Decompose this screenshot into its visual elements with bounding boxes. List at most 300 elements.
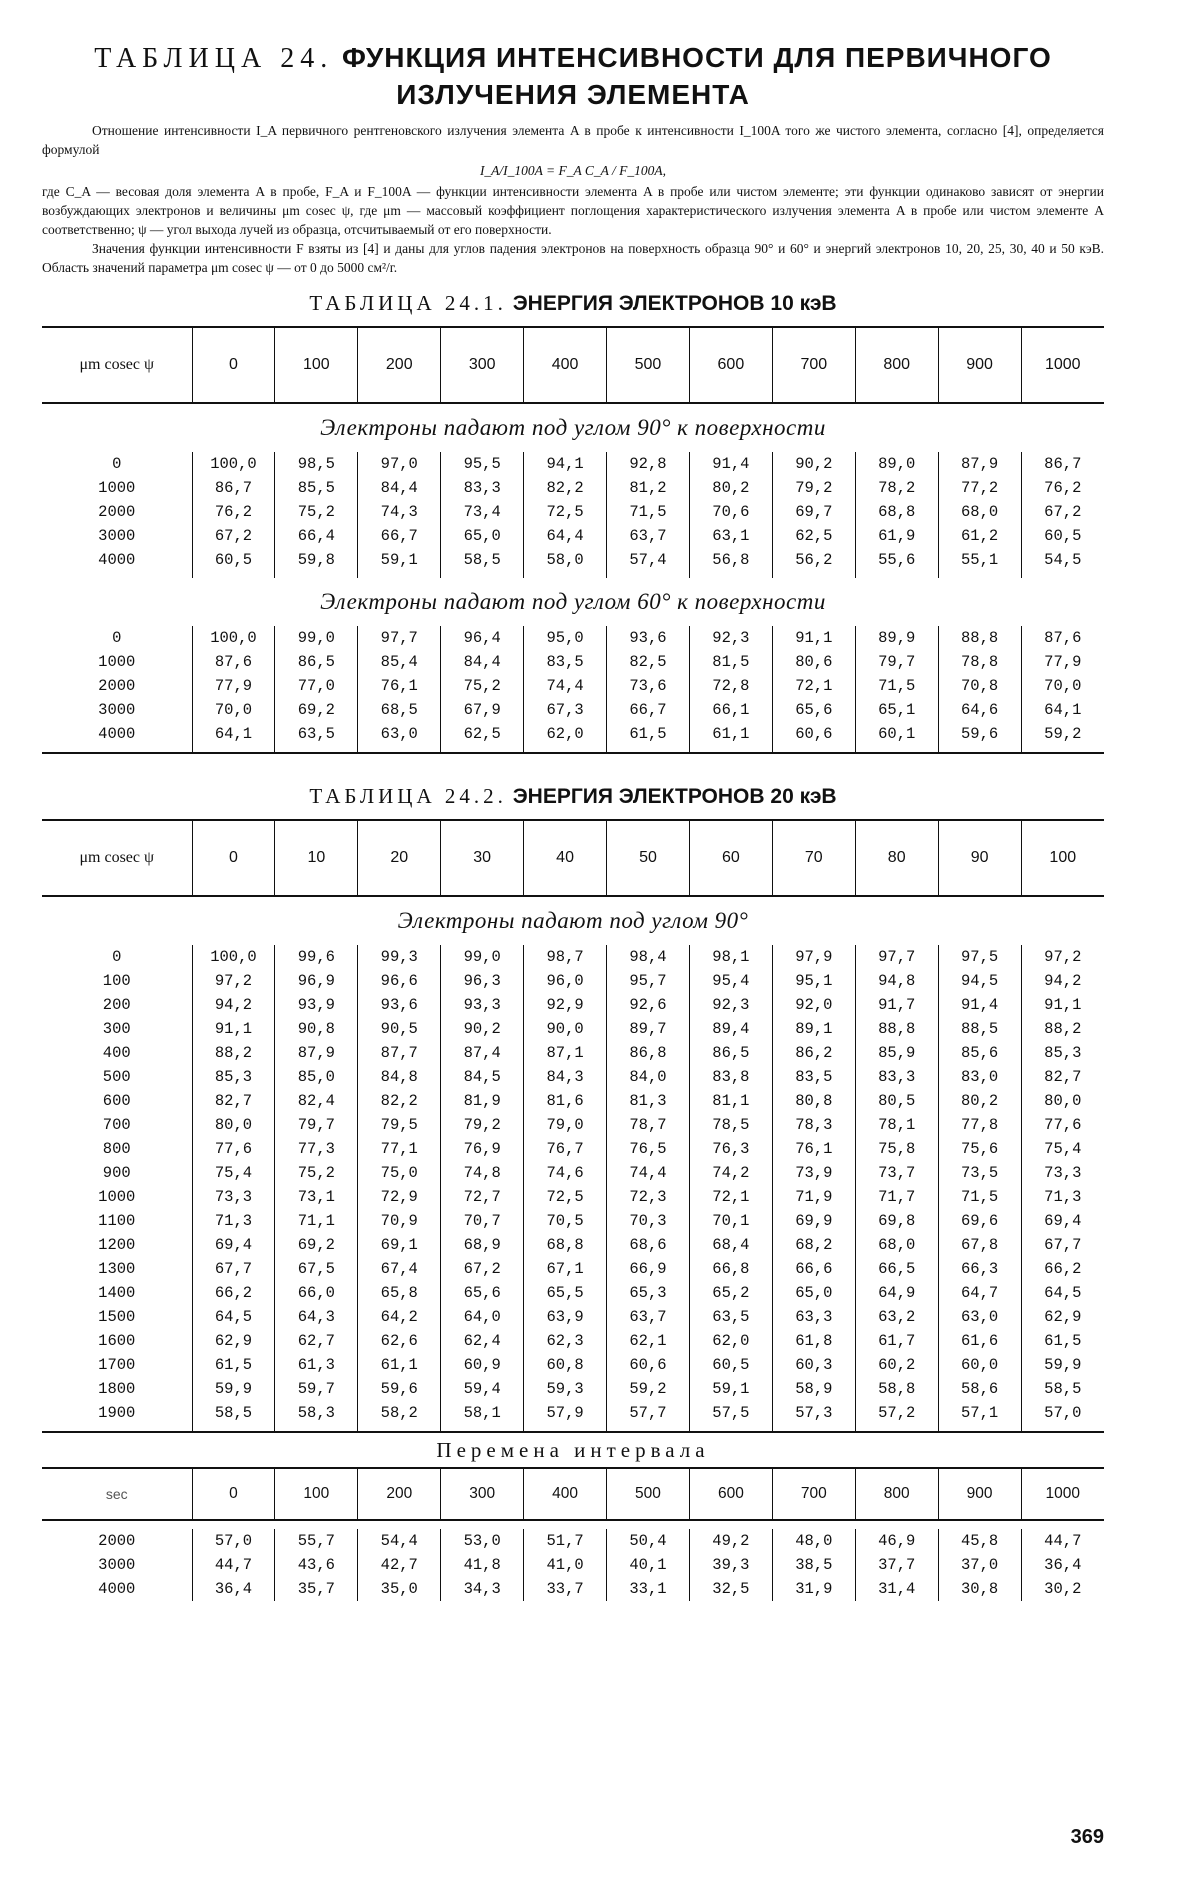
value-cell: 69,1 xyxy=(358,1233,441,1257)
value-cell: 78,8 xyxy=(938,650,1021,674)
table-row xyxy=(42,993,1104,1017)
main-title xyxy=(42,40,1104,113)
value-cell: 37,7 xyxy=(855,1553,938,1577)
table-row xyxy=(42,1353,1104,1377)
value-cell: 63,9 xyxy=(524,1305,607,1329)
value-cell: 62,5 xyxy=(772,524,855,548)
value-cell: 59,3 xyxy=(524,1377,607,1401)
value-cell: 100,0 xyxy=(192,945,275,969)
row-param-cell: 100 xyxy=(102,972,131,990)
table-row xyxy=(42,1233,1104,1257)
row-param-cell: 0 xyxy=(112,629,122,647)
value-cell: 63,0 xyxy=(358,722,441,753)
value-cell: 61,7 xyxy=(855,1329,938,1353)
value-cell: 57,9 xyxy=(524,1401,607,1432)
row-param-cell: 3000 xyxy=(98,527,136,545)
page xyxy=(42,40,1104,1601)
value-cell: 85,3 xyxy=(1021,1041,1104,1065)
value-cell: 74,6 xyxy=(524,1161,607,1185)
value-cell: 33,1 xyxy=(607,1577,690,1601)
table2-param-header: μm cosec ψ xyxy=(42,820,192,896)
change-col-header: 500 xyxy=(607,1468,690,1520)
intro-text xyxy=(42,121,1104,277)
change-col-header: 600 xyxy=(689,1468,772,1520)
value-cell: 61,1 xyxy=(358,1353,441,1377)
value-cell: 80,0 xyxy=(192,1113,275,1137)
value-cell: 64,5 xyxy=(192,1305,275,1329)
value-cell: 68,8 xyxy=(855,500,938,524)
table2-col-header: 80 xyxy=(855,820,938,896)
table1-col-header: 700 xyxy=(772,327,855,403)
table1-col-header: 900 xyxy=(938,327,1021,403)
value-cell: 67,1 xyxy=(524,1257,607,1281)
value-cell: 80,6 xyxy=(772,650,855,674)
value-cell: 81,5 xyxy=(689,650,772,674)
value-cell: 57,7 xyxy=(607,1401,690,1432)
value-cell: 68,6 xyxy=(607,1233,690,1257)
value-cell: 76,5 xyxy=(607,1137,690,1161)
value-cell: 98,1 xyxy=(689,945,772,969)
change-col-header: 400 xyxy=(524,1468,607,1520)
value-cell: 82,5 xyxy=(607,650,690,674)
value-cell: 61,1 xyxy=(689,722,772,753)
value-cell: 76,2 xyxy=(192,500,275,524)
value-cell: 41,8 xyxy=(441,1553,524,1577)
value-cell: 75,4 xyxy=(1021,1137,1104,1161)
table-row xyxy=(42,548,1104,578)
change-col-header: 300 xyxy=(441,1468,524,1520)
row-param-cell: 1600 xyxy=(98,1332,136,1350)
value-cell: 72,1 xyxy=(772,674,855,698)
value-cell: 62,5 xyxy=(441,722,524,753)
value-cell: 95,4 xyxy=(689,969,772,993)
value-cell: 60,2 xyxy=(855,1353,938,1377)
value-cell: 91,4 xyxy=(689,452,772,476)
value-cell: 61,9 xyxy=(855,524,938,548)
value-cell: 55,7 xyxy=(275,1529,358,1553)
value-cell: 65,1 xyxy=(855,698,938,722)
value-cell: 62,9 xyxy=(1021,1305,1104,1329)
value-cell: 58,6 xyxy=(938,1377,1021,1401)
value-cell: 88,5 xyxy=(938,1017,1021,1041)
value-cell: 81,9 xyxy=(441,1089,524,1113)
table-row xyxy=(42,1113,1104,1137)
value-cell: 82,7 xyxy=(1021,1065,1104,1089)
value-cell: 100,0 xyxy=(192,626,275,650)
value-cell: 99,0 xyxy=(441,945,524,969)
value-cell: 97,5 xyxy=(938,945,1021,969)
change-col-header: 800 xyxy=(855,1468,938,1520)
value-cell: 66,2 xyxy=(192,1281,275,1305)
table2-col-header: 70 xyxy=(772,820,855,896)
value-cell: 87,9 xyxy=(275,1041,358,1065)
value-cell: 83,5 xyxy=(524,650,607,674)
value-cell: 62,7 xyxy=(275,1329,358,1353)
row-param-cell: 700 xyxy=(102,1116,131,1134)
value-cell: 59,8 xyxy=(275,548,358,578)
value-cell: 97,7 xyxy=(358,626,441,650)
value-cell: 98,5 xyxy=(275,452,358,476)
value-cell: 86,2 xyxy=(772,1041,855,1065)
value-cell: 60,5 xyxy=(1021,524,1104,548)
value-cell: 57,4 xyxy=(607,548,690,578)
table2-header-row xyxy=(42,820,1104,896)
value-cell: 32,5 xyxy=(689,1577,772,1601)
value-cell: 31,4 xyxy=(855,1577,938,1601)
value-cell: 72,5 xyxy=(524,1185,607,1209)
value-cell: 63,7 xyxy=(607,524,690,548)
value-cell: 59,2 xyxy=(607,1377,690,1401)
value-cell: 67,7 xyxy=(1021,1233,1104,1257)
interval-change-label: Перемена интервала xyxy=(42,1432,1104,1468)
value-cell: 89,0 xyxy=(855,452,938,476)
value-cell: 62,3 xyxy=(524,1329,607,1353)
value-cell: 60,3 xyxy=(772,1353,855,1377)
value-cell: 58,8 xyxy=(855,1377,938,1401)
value-cell: 68,0 xyxy=(938,500,1021,524)
value-cell: 44,7 xyxy=(192,1553,275,1577)
row-param-cell: 400 xyxy=(102,1044,131,1062)
value-cell: 67,7 xyxy=(192,1257,275,1281)
value-cell: 83,3 xyxy=(441,476,524,500)
value-cell: 88,8 xyxy=(855,1017,938,1041)
table2-section xyxy=(42,896,1104,945)
value-cell: 81,6 xyxy=(524,1089,607,1113)
row-param-cell: 600 xyxy=(102,1092,131,1110)
table-row xyxy=(42,524,1104,548)
value-cell: 62,9 xyxy=(192,1329,275,1353)
table2-col-header: 10 xyxy=(275,820,358,896)
table2-col-header: 0 xyxy=(192,820,275,896)
spacer-row xyxy=(42,1520,1104,1529)
table-row xyxy=(42,969,1104,993)
row-param-cell: 3000 xyxy=(98,701,136,719)
value-cell: 63,1 xyxy=(689,524,772,548)
value-cell: 64,6 xyxy=(938,698,1021,722)
value-cell: 68,2 xyxy=(772,1233,855,1257)
value-cell: 74,2 xyxy=(689,1161,772,1185)
row-param-cell: 4000 xyxy=(98,1580,136,1598)
table1-col-header: 100 xyxy=(275,327,358,403)
value-cell: 93,9 xyxy=(275,993,358,1017)
value-cell: 57,5 xyxy=(689,1401,772,1432)
table2-col-header: 90 xyxy=(938,820,1021,896)
value-cell: 64,5 xyxy=(1021,1281,1104,1305)
value-cell: 64,9 xyxy=(855,1281,938,1305)
value-cell: 58,3 xyxy=(275,1401,358,1432)
value-cell: 58,9 xyxy=(772,1377,855,1401)
value-cell: 70,7 xyxy=(441,1209,524,1233)
value-cell: 92,8 xyxy=(607,452,690,476)
value-cell: 68,8 xyxy=(524,1233,607,1257)
row-param-cell: 4000 xyxy=(42,722,192,753)
value-cell: 89,1 xyxy=(772,1017,855,1041)
change-col-header: 200 xyxy=(358,1468,441,1520)
intro-paragraph-1: Отношение интенсивности I_A первичного рентгеновского излучения элемента A в пробе к интенсивности I_100A того же чистого элемента, согласно [4], определяется формулой xyxy=(42,123,1104,157)
table-row xyxy=(42,945,1104,969)
value-cell: 90,2 xyxy=(441,1017,524,1041)
value-cell: 87,9 xyxy=(938,452,1021,476)
value-cell: 77,0 xyxy=(275,674,358,698)
value-cell: 63,2 xyxy=(855,1305,938,1329)
row-param-cell: 300 xyxy=(102,1020,131,1038)
value-cell: 90,2 xyxy=(772,452,855,476)
value-cell: 92,9 xyxy=(524,993,607,1017)
intro-paragraph-3: Значения функции интенсивности F взяты из [4] и даны для углов падения электронов на поверхность образца 90° и 60° и энергий электронов 10, 20, 25, 30, 40 и 50 кэВ. Область значений параметра μm cosec ψ — от 0 до 5000 см²/г. xyxy=(42,241,1104,275)
value-cell: 76,2 xyxy=(1021,476,1104,500)
value-cell: 86,8 xyxy=(607,1041,690,1065)
value-cell: 45,8 xyxy=(938,1529,1021,1553)
value-cell: 97,2 xyxy=(192,969,275,993)
value-cell: 82,2 xyxy=(358,1089,441,1113)
value-cell: 95,7 xyxy=(607,969,690,993)
value-cell: 78,2 xyxy=(855,476,938,500)
value-cell: 37,0 xyxy=(938,1553,1021,1577)
row-param-cell: 0 xyxy=(112,948,122,966)
value-cell: 82,4 xyxy=(275,1089,358,1113)
value-cell: 89,9 xyxy=(855,626,938,650)
value-cell: 82,7 xyxy=(192,1089,275,1113)
value-cell: 87,1 xyxy=(524,1041,607,1065)
value-cell: 76,9 xyxy=(441,1137,524,1161)
table2-col-header: 30 xyxy=(441,820,524,896)
value-cell: 55,1 xyxy=(938,548,1021,578)
value-cell: 60,1 xyxy=(855,722,938,753)
value-cell: 72,8 xyxy=(689,674,772,698)
value-cell: 78,7 xyxy=(607,1113,690,1137)
value-cell: 76,1 xyxy=(358,674,441,698)
value-cell: 77,6 xyxy=(1021,1113,1104,1137)
value-cell: 59,2 xyxy=(1021,722,1104,753)
value-cell: 79,5 xyxy=(358,1113,441,1137)
value-cell: 69,2 xyxy=(275,1233,358,1257)
value-cell: 61,5 xyxy=(607,722,690,753)
value-cell: 58,2 xyxy=(358,1401,441,1432)
value-cell: 70,5 xyxy=(524,1209,607,1233)
table-row xyxy=(42,1137,1104,1161)
value-cell: 79,2 xyxy=(441,1113,524,1137)
value-cell: 78,3 xyxy=(772,1113,855,1137)
value-cell: 43,6 xyxy=(275,1553,358,1577)
row-param-cell: 1400 xyxy=(98,1284,136,1302)
table-row xyxy=(42,1185,1104,1209)
value-cell: 58,5 xyxy=(192,1401,275,1432)
value-cell: 31,9 xyxy=(772,1577,855,1601)
value-cell: 88,8 xyxy=(938,626,1021,650)
value-cell: 76,1 xyxy=(772,1137,855,1161)
value-cell: 71,5 xyxy=(938,1185,1021,1209)
value-cell: 69,4 xyxy=(192,1233,275,1257)
value-cell: 75,6 xyxy=(938,1137,1021,1161)
table1-title xyxy=(42,291,1104,316)
value-cell: 71,3 xyxy=(1021,1185,1104,1209)
value-cell: 85,4 xyxy=(358,650,441,674)
table1-col-header: 200 xyxy=(358,327,441,403)
value-cell: 54,5 xyxy=(1021,548,1104,578)
table1-col-header: 400 xyxy=(524,327,607,403)
value-cell: 86,7 xyxy=(192,476,275,500)
value-cell: 69,2 xyxy=(275,698,358,722)
value-cell: 75,2 xyxy=(275,500,358,524)
value-cell: 80,8 xyxy=(772,1089,855,1113)
value-cell: 70,6 xyxy=(689,500,772,524)
value-cell: 69,9 xyxy=(772,1209,855,1233)
value-cell: 57,2 xyxy=(855,1401,938,1432)
value-cell: 57,0 xyxy=(192,1529,275,1553)
value-cell: 83,8 xyxy=(689,1065,772,1089)
value-cell: 59,6 xyxy=(358,1377,441,1401)
row-param-cell: 3000 xyxy=(98,1556,136,1574)
value-cell: 93,3 xyxy=(441,993,524,1017)
table-row xyxy=(42,1065,1104,1089)
table1-section-2 xyxy=(42,578,1104,626)
value-cell: 76,7 xyxy=(524,1137,607,1161)
table1-section-1 xyxy=(42,403,1104,452)
page-number: 369 xyxy=(1070,1826,1104,1848)
row-param-cell: 2000 xyxy=(98,677,136,695)
value-cell: 79,2 xyxy=(772,476,855,500)
value-cell: 49,2 xyxy=(689,1529,772,1553)
value-cell: 60,8 xyxy=(524,1353,607,1377)
table1-col-header: 0 xyxy=(192,327,275,403)
value-cell: 75,4 xyxy=(192,1161,275,1185)
row-param-cell: 1700 xyxy=(98,1356,136,1374)
value-cell: 71,9 xyxy=(772,1185,855,1209)
value-cell: 80,0 xyxy=(1021,1089,1104,1113)
value-cell: 95,5 xyxy=(441,452,524,476)
table-row xyxy=(42,1577,1104,1601)
value-cell: 92,3 xyxy=(689,626,772,650)
value-cell: 61,8 xyxy=(772,1329,855,1353)
value-cell: 42,7 xyxy=(358,1553,441,1577)
value-cell: 91,4 xyxy=(938,993,1021,1017)
value-cell: 73,3 xyxy=(192,1185,275,1209)
value-cell: 62,4 xyxy=(441,1329,524,1353)
value-cell: 94,1 xyxy=(524,452,607,476)
value-cell: 39,3 xyxy=(689,1553,772,1577)
value-cell: 61,6 xyxy=(938,1329,1021,1353)
value-cell: 62,0 xyxy=(524,722,607,753)
spacer-cell xyxy=(42,1520,1104,1529)
table-row xyxy=(42,1377,1104,1401)
intro-paragraph-2: где C_A — весовая доля элемента A в пробе, F_A и F_100A — функции интенсивности элемента A в пробе или чистом элементе; эти функции одинаково зависят от энергии возбуждающих электронов и величины μm cosec ψ, где μm — массовый коэффициент поглощения характеристического излучения элемента A в пробе или чистом элементе A соответственно; ψ — угол выхода лучей из образца, отсчитываемый от его поверхности. xyxy=(42,184,1104,237)
row-param-cell: 1000 xyxy=(98,653,136,671)
table2-title-prefix: ТАБЛИЦА 24.2. xyxy=(309,784,507,808)
row-param-cell: 1500 xyxy=(98,1308,136,1326)
value-cell: 58,0 xyxy=(524,548,607,578)
value-cell: 72,9 xyxy=(358,1185,441,1209)
value-cell: 76,3 xyxy=(689,1137,772,1161)
value-cell: 34,3 xyxy=(441,1577,524,1601)
value-cell: 96,0 xyxy=(524,969,607,993)
value-cell: 35,7 xyxy=(275,1577,358,1601)
value-cell: 91,1 xyxy=(772,626,855,650)
value-cell: 59,9 xyxy=(1021,1353,1104,1377)
value-cell: 71,5 xyxy=(855,674,938,698)
value-cell: 30,8 xyxy=(938,1577,1021,1601)
table2-title-text: ЭНЕРГИЯ ЭЛЕКТРОНОВ 20 кэВ xyxy=(512,785,837,808)
table-row xyxy=(42,698,1104,722)
value-cell: 78,1 xyxy=(855,1113,938,1137)
table1-param-header: μm cosec ψ xyxy=(42,327,192,403)
value-cell: 90,0 xyxy=(524,1017,607,1041)
value-cell: 65,8 xyxy=(358,1281,441,1305)
table-row xyxy=(42,1305,1104,1329)
table-row xyxy=(42,1257,1104,1281)
table1-title-text: ЭНЕРГИЯ ЭЛЕКТРОНОВ 10 кэВ xyxy=(512,292,837,315)
interval-change xyxy=(42,1432,1104,1468)
value-cell: 91,1 xyxy=(192,1017,275,1041)
row-param-cell: 1900 xyxy=(98,1404,136,1422)
value-cell: 70,8 xyxy=(938,674,1021,698)
value-cell: 70,9 xyxy=(358,1209,441,1233)
table-24-1 xyxy=(42,326,1104,754)
value-cell: 89,7 xyxy=(607,1017,690,1041)
row-param-cell: 200 xyxy=(102,996,131,1014)
value-cell: 86,7 xyxy=(1021,452,1104,476)
table-row xyxy=(42,1553,1104,1577)
change-col-header: 700 xyxy=(772,1468,855,1520)
title-line2: ИЗЛУЧЕНИЯ ЭЛЕМЕНТА xyxy=(396,79,750,110)
row-param-cell: 0 xyxy=(112,455,122,473)
value-cell: 66,1 xyxy=(689,698,772,722)
value-cell: 64,4 xyxy=(524,524,607,548)
value-cell: 57,0 xyxy=(1021,1401,1104,1432)
value-cell: 56,8 xyxy=(689,548,772,578)
value-cell: 71,1 xyxy=(275,1209,358,1233)
table2-col-header: 20 xyxy=(358,820,441,896)
value-cell: 73,1 xyxy=(275,1185,358,1209)
value-cell: 99,6 xyxy=(275,945,358,969)
row-param-cell: 1200 xyxy=(98,1236,136,1254)
value-cell: 97,0 xyxy=(358,452,441,476)
value-cell: 61,2 xyxy=(938,524,1021,548)
value-cell: 60,0 xyxy=(938,1353,1021,1377)
value-cell: 98,7 xyxy=(524,945,607,969)
value-cell: 77,6 xyxy=(192,1137,275,1161)
value-cell: 67,3 xyxy=(524,698,607,722)
value-cell: 67,2 xyxy=(1021,500,1104,524)
table-24-2 xyxy=(42,819,1104,1601)
table1-col-header: 800 xyxy=(855,327,938,403)
value-cell: 83,3 xyxy=(855,1065,938,1089)
table-row xyxy=(42,650,1104,674)
value-cell: 85,3 xyxy=(192,1065,275,1089)
value-cell: 73,3 xyxy=(1021,1161,1104,1185)
value-cell: 84,3 xyxy=(524,1065,607,1089)
value-cell: 70,3 xyxy=(607,1209,690,1233)
value-cell: 64,3 xyxy=(275,1305,358,1329)
value-cell: 58,5 xyxy=(1021,1377,1104,1401)
value-cell: 72,5 xyxy=(524,500,607,524)
value-cell: 59,7 xyxy=(275,1377,358,1401)
table1-section-1-label: Электроны падают под углом 90° к поверхности xyxy=(320,415,826,440)
value-cell: 77,2 xyxy=(938,476,1021,500)
value-cell: 96,6 xyxy=(358,969,441,993)
value-cell: 62,1 xyxy=(607,1329,690,1353)
table2-section-label: Электроны падают под углом 90° xyxy=(397,908,749,933)
row-param-cell: 1000 xyxy=(98,479,136,497)
value-cell: 87,6 xyxy=(192,650,275,674)
value-cell: 92,6 xyxy=(607,993,690,1017)
value-cell: 86,5 xyxy=(689,1041,772,1065)
table1-section-2-label: Электроны падают под углом 60° к поверхности xyxy=(320,589,826,614)
value-cell: 74,8 xyxy=(441,1161,524,1185)
value-cell: 73,5 xyxy=(938,1161,1021,1185)
value-cell: 62,0 xyxy=(689,1329,772,1353)
value-cell: 81,3 xyxy=(607,1089,690,1113)
value-cell: 57,1 xyxy=(938,1401,1021,1432)
